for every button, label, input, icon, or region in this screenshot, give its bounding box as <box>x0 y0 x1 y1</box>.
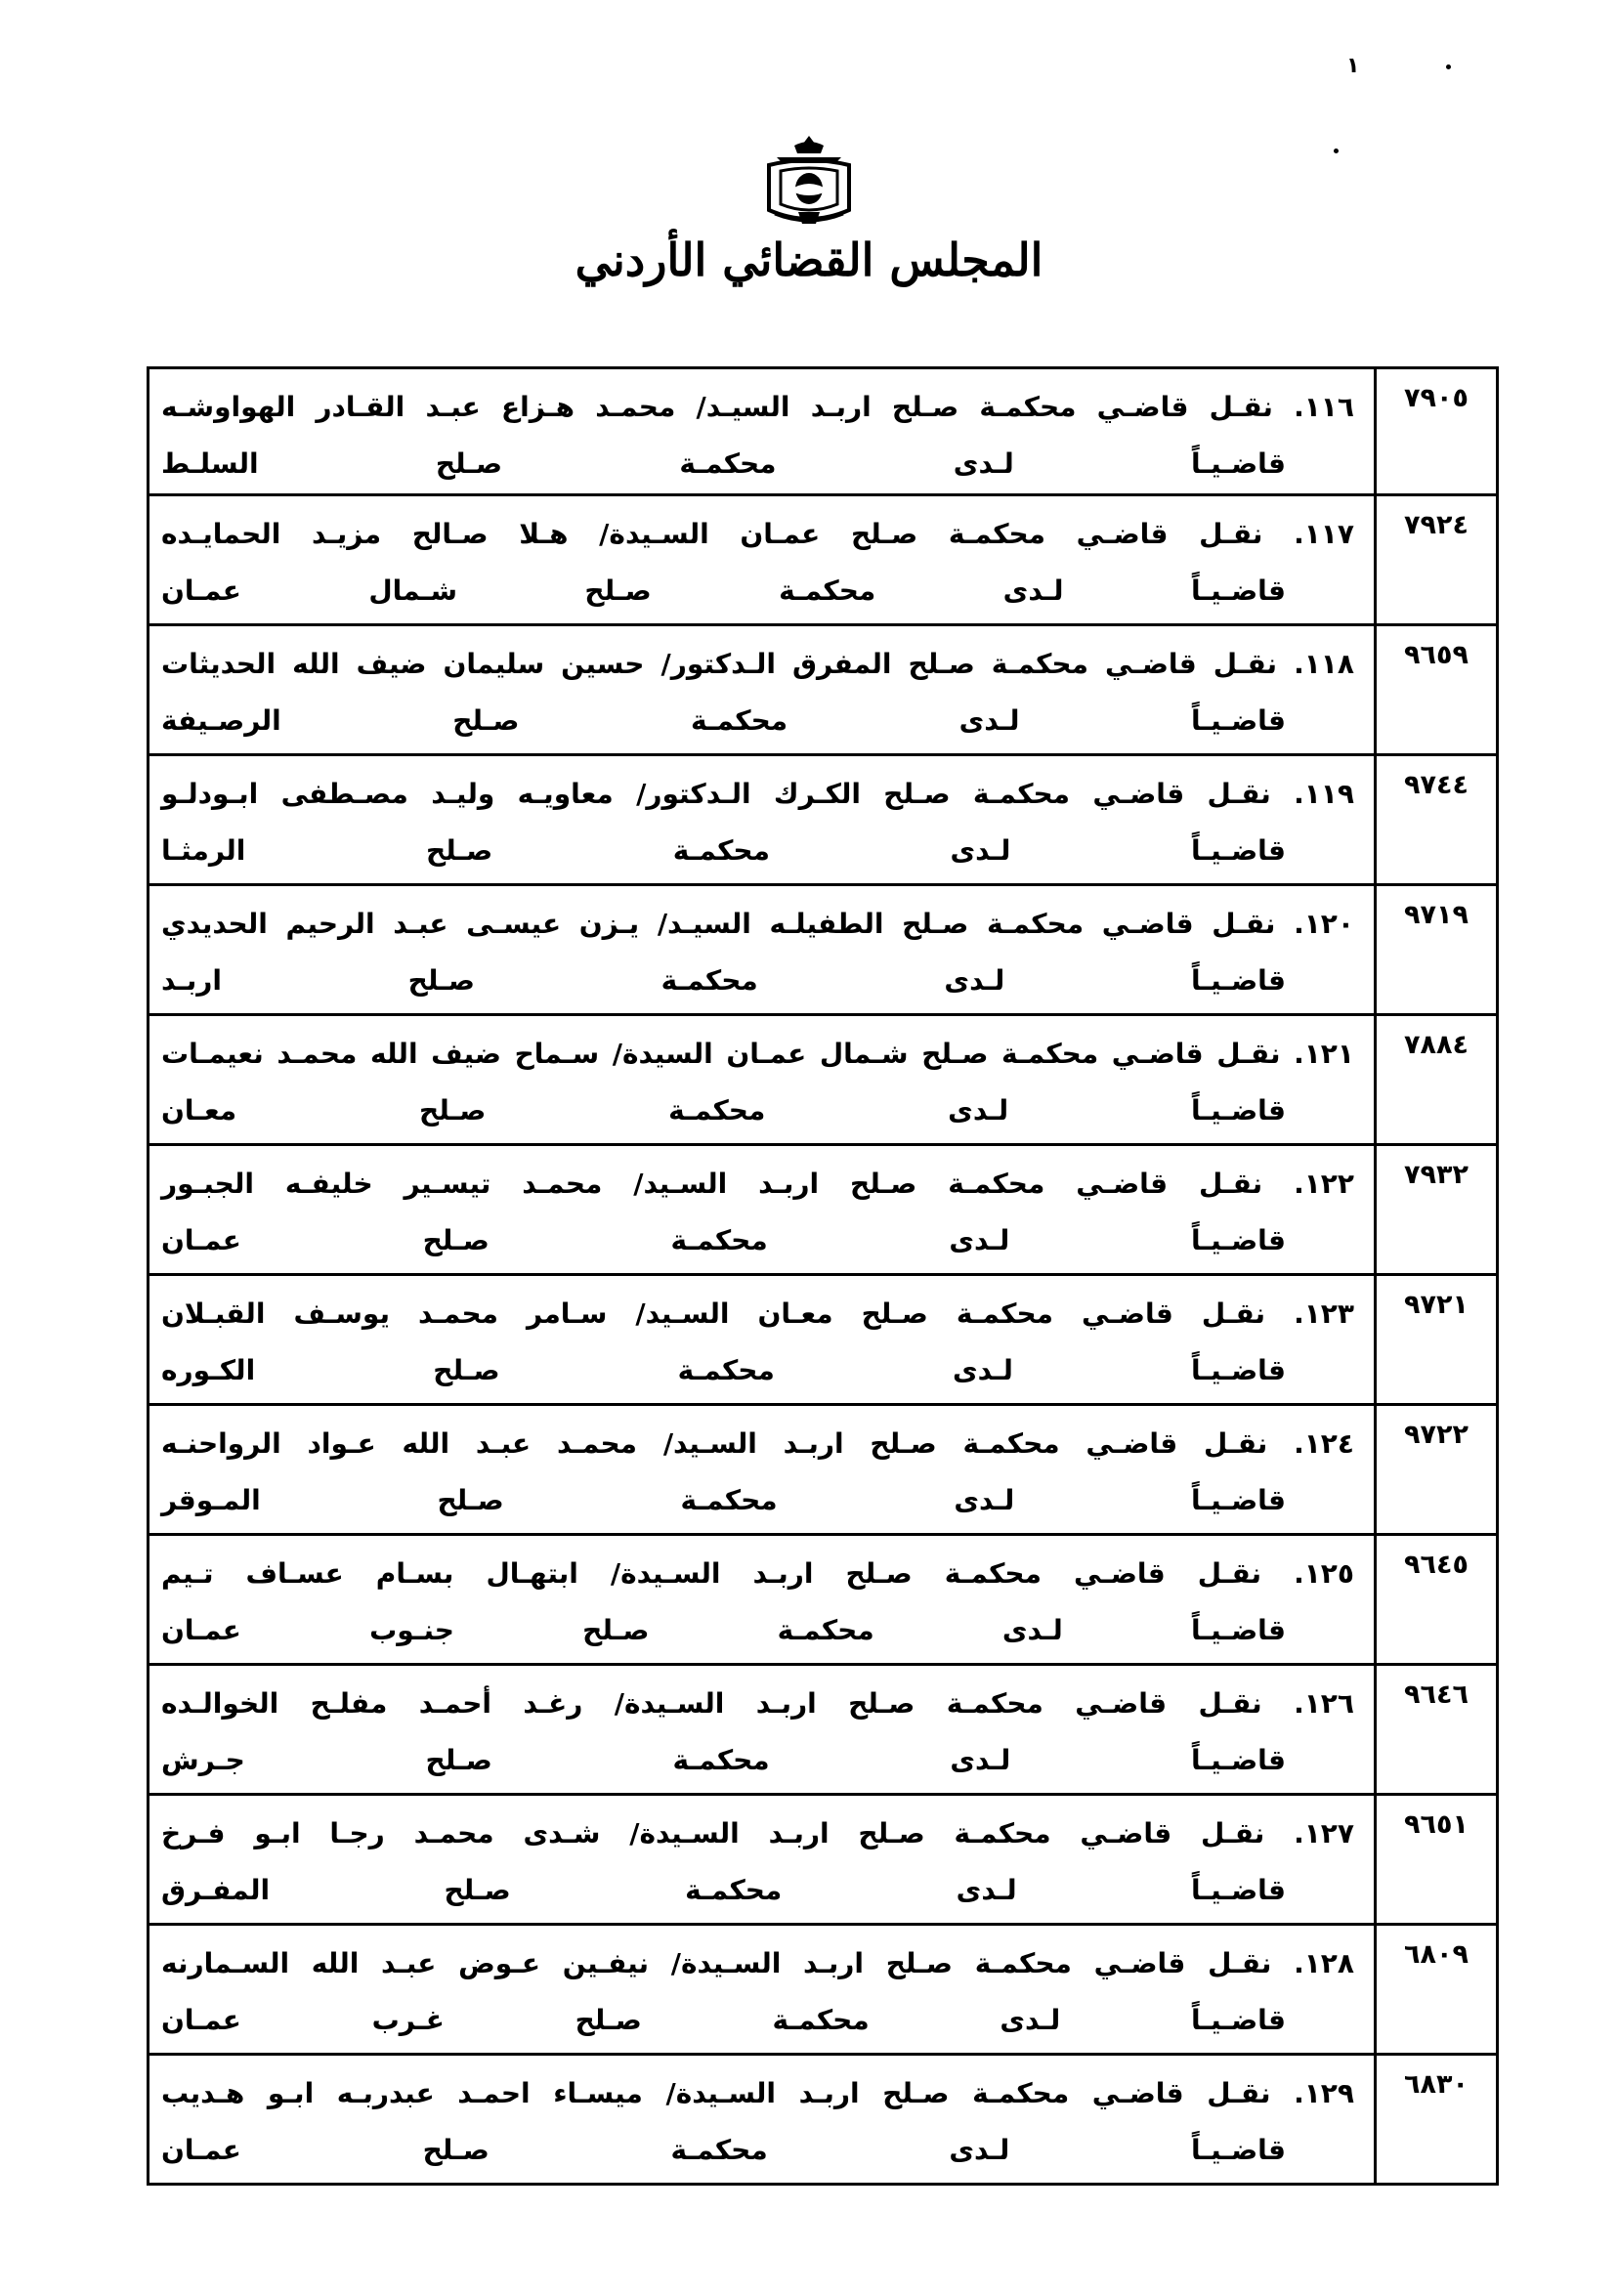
decision-line-2: قاضـيـاً لـدى محكمـة صـلح المفـرق <box>161 1874 1286 1906</box>
decision-cell <box>149 1666 1374 1793</box>
decision-line-2: قاضـيـاً لـدى محكمـة صـلح الرصـيفة <box>161 704 1286 737</box>
decision-line-2: قاضـيـاً لـدى محكمـة صـلح الرمثـا <box>161 834 1286 867</box>
page-corner-mark: ١ <box>1346 54 1360 78</box>
table-row <box>147 2056 1499 2186</box>
id-cell: ٧٩٢٤ <box>1374 496 1496 623</box>
decision-line-2: قاضـيـاً لـدى محكمـة صـلح المـوقر <box>161 1484 1286 1516</box>
id-cell: ٩٧٢٢ <box>1374 1406 1496 1533</box>
decision-cell <box>149 496 1374 623</box>
decision-line-1: ١٢٦. نقـل قاضـي محكمـة صـلح اربـد السـيدة/ رغـد أحمـد مفلـح الخوالـده <box>161 1687 1354 1720</box>
table-row <box>147 496 1499 626</box>
decision-line-1: ١١٨. نقـل قاضـي محكمـة صـلح المفرق الـدكتور/ حسين سليمان ضيف الله الحديثات <box>161 648 1354 680</box>
decision-line-2: قاضـيـاً لـدى محكمـة صـلح معـان <box>161 1094 1286 1127</box>
decision-cell <box>149 1276 1374 1403</box>
decision-cell <box>149 1536 1374 1663</box>
letterhead <box>0 132 1618 286</box>
id-cell: ٩٧٤٤ <box>1374 756 1496 883</box>
decision-line-1: ١١٧. نقـل قاضـي محكمـة صـلح عمـان السـيدة/ هـلا صـالح مزيـد الحمايـده <box>161 518 1354 550</box>
id-cell: ٦٨٣٠ <box>1374 2056 1496 2183</box>
decision-line-1: ١٢٧. نقـل قاضـي محكمـة صـلح اربـد السـيدة/ شـدى محمـد رجـا ابـو فـرخ <box>161 1817 1354 1850</box>
decision-line-2: قاضـيـاً لـدى محكمـة صـلح السلـط <box>161 447 1286 480</box>
table-row <box>147 1406 1499 1536</box>
decision-cell <box>149 756 1374 883</box>
id-cell: ٧٩٠٥ <box>1374 369 1496 493</box>
decision-line-1: ١١٩. نقـل قاضـي محكمـة صـلح الكـرك الـدكتور/ معاويـه وليـد مصـطفى ابـودلـو <box>161 778 1354 810</box>
id-cell: ٩٧٢١ <box>1374 1276 1496 1403</box>
table-row <box>147 1276 1499 1406</box>
id-cell: ٧٨٨٤ <box>1374 1016 1496 1143</box>
decision-cell <box>149 1016 1374 1143</box>
decision-line-2: قاضـيـاً لـدى محكمـة صـلح اربـد <box>161 964 1286 997</box>
decision-cell <box>149 1146 1374 1273</box>
decision-line-1: ١٢٥. نقـل قاضـي محكمـة صـلح اربـد السـيدة/ ابتهـال بسـام عسـاف تـيم <box>161 1557 1354 1590</box>
id-cell: ٩٦٥١ <box>1374 1796 1496 1923</box>
council-name: المجلس القضائي الأردني <box>575 234 1043 286</box>
decision-line-1: ١٢١. نقـل قاضـي محكمـة صـلح شـمال عمـان السيدة/ سـماح ضيف الله محمـد نعيمـات <box>161 1038 1354 1070</box>
decision-line-1: ١٢٣. نقـل قاضـي محكمـة صـلح معـان السـيد/ سـامر محمـد يوسـف القبـلان <box>161 1297 1354 1330</box>
table-row <box>147 366 1499 496</box>
decision-line-1: ١٢٤. نقـل قاضـي محكمـة صـلح اربـد السـيد/ محمـد عبـد الله عـواد الرواحنـه <box>161 1427 1354 1460</box>
table-row <box>147 1146 1499 1276</box>
id-cell: ٦٨٠٩ <box>1374 1926 1496 2053</box>
decision-line-2: قاضـيـاً لـدى محكمـة صـلح جـرش <box>161 1744 1286 1776</box>
decision-cell <box>149 886 1374 1013</box>
decision-cell <box>149 369 1374 493</box>
decision-line-2: قاضـيـاً لـدى محكمـة صـلح غـرب عمـان <box>161 2004 1286 2036</box>
decision-line-1: ١٢٨. نقـل قاضـي محكمـة صـلح اربـد السـيدة/ نيفـين عـوض عبـد الله السـمارنه <box>161 1947 1354 1979</box>
table-row <box>147 886 1499 1016</box>
decision-line-1: ١٢٢. نقـل قاضـي محكمـة صـلح اربـد السـيد/ محمـد تيسـير خليفـه الجبـور <box>161 1168 1354 1200</box>
decision-cell <box>149 2056 1374 2183</box>
decision-line-2: قاضـيـاً لـدى محكمـة صـلح عمـان <box>161 1224 1286 1256</box>
speck <box>1446 64 1451 69</box>
decision-line-1: ١١٦. نقـل قاضـي محكمـة صـلح اربـد السيـد/ محمـد هـزاع عبـد القـادر الهواوشـه <box>161 391 1354 423</box>
transfers-table <box>147 366 1499 2186</box>
decision-cell <box>149 1796 1374 1923</box>
id-cell: ٩٦٤٦ <box>1374 1666 1496 1793</box>
id-cell: ٩٦٥٩ <box>1374 626 1496 753</box>
decision-line-1: ١٢٩. نقـل قاضـي محكمـة صـلح اربـد السـيدة/ ميسـاء احمـد عبدربـه ابـو هـديب <box>161 2077 1354 2109</box>
decision-cell <box>149 1926 1374 2053</box>
id-cell: ٩٧١٩ <box>1374 886 1496 1013</box>
table-row <box>147 1926 1499 2056</box>
decision-line-1: ١٢٠. نقـل قاضـي محكمـة صـلح الطفيلـه السيـد/ يـزن عيسـى عبـد الرحيم الحديدي <box>161 908 1354 940</box>
id-cell: ٧٩٣٢ <box>1374 1146 1496 1273</box>
table-row <box>147 1666 1499 1796</box>
decision-line-2: قاضـيـاً لـدى محكمـة صـلح جنـوب عمـان <box>161 1614 1286 1646</box>
decision-line-2: قاضـيـاً لـدى محكمـة صـلح عمـان <box>161 2134 1286 2166</box>
decision-line-2: قاضـيـاً لـدى محكمـة صـلح شـمال عمـان <box>161 574 1286 607</box>
table-row <box>147 626 1499 756</box>
decision-cell <box>149 1406 1374 1533</box>
table-row <box>147 1796 1499 1926</box>
decision-cell <box>149 626 1374 753</box>
table-row <box>147 1536 1499 1666</box>
id-cell: ٩٦٤٥ <box>1374 1536 1496 1663</box>
decision-line-2: قاضـيـاً لـدى محكمـة صـلح الكـوره <box>161 1354 1286 1386</box>
table-row <box>147 1016 1499 1146</box>
jordan-coat-of-arms-icon <box>755 132 863 230</box>
table-row <box>147 756 1499 886</box>
